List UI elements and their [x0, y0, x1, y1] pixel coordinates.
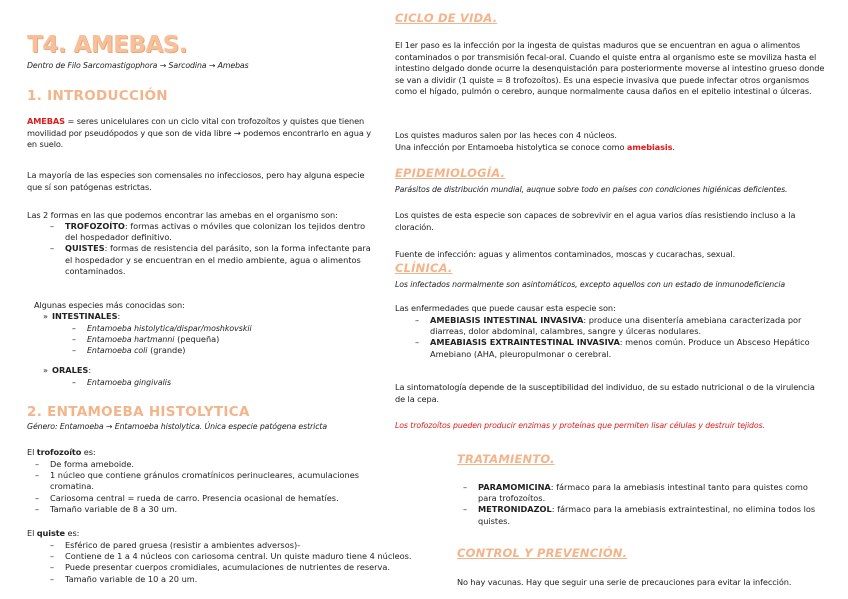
list-item — [430, 315, 820, 337]
species-name: Entamoeba histolytica/dispar/moshkovskii — [87, 324, 252, 333]
clinica-paragraph-1: Las enfermedades que puede causar esta especie son: — [395, 303, 616, 313]
drug-text: : fármaco para la amebiasis extraintestinal, no elimina todos los quistes. — [478, 504, 816, 526]
intro-text: El — [27, 528, 37, 538]
drug-term: PARAMOMICINA — [478, 482, 551, 492]
amebas-term: AMEBAS — [27, 116, 65, 126]
ciclo-paragraph-3 — [395, 142, 827, 154]
orales-label: ORALES — [52, 365, 89, 375]
amebiasis-term: amebiasis — [626, 142, 673, 152]
disease-term: AMEABIASIS EXTRAINTESTINAL INVASIVA — [430, 337, 620, 348]
list-item: » INTESTINALES: — [52, 311, 352, 322]
ciclo-text: Una infección por Entamoeba histolytica se conoce como — [395, 142, 627, 152]
drug-term: METRONIDAZOL — [478, 504, 552, 515]
ciclo-paragraph-2: Los quistes maduros salen por las heces con 4 núcleos. — [395, 130, 617, 140]
list-item — [87, 377, 367, 388]
list-item — [87, 334, 367, 345]
list-item — [478, 482, 823, 504]
intestinales-group — [52, 311, 352, 322]
list-item: – Tamaño variable de 8 a 30 um. — [50, 504, 395, 515]
quiste-list — [65, 540, 440, 585]
epidemiologia-subtitle: Parásitos de distribución mundial, auqnue sobre todo en países con condiciones higiénicas deficientes. — [395, 185, 788, 194]
list-item: – Puede presentar cuerpos cromidiales, acumulaciones de nutrientes de reserva. — [65, 562, 440, 573]
disease-term: AMEBIASIS INTESTINAL INVASIVA — [430, 315, 584, 325]
species-name: Entamoeba coli — [87, 346, 148, 356]
intro-paragraph-2: La mayoría de las especies son comensales no infecciosos, pero hay alguna especie que sí son patógenas estrictas. — [27, 170, 365, 192]
quiste-intro — [27, 528, 79, 540]
form-term: TROFOZOÍTO — [65, 221, 125, 231]
intro-text: es: — [65, 528, 80, 538]
list-item: – De forma ameboide. — [50, 459, 395, 470]
intro-paragraph-1 — [27, 116, 382, 151]
list-item — [65, 221, 375, 243]
form-term: QUISTES — [65, 243, 105, 254]
section-heading-tratamiento: TRATAMIENTO. — [457, 452, 555, 466]
section-heading-ciclo: CICLO DE VIDA. — [395, 11, 498, 25]
intro-paragraph-4: Algunas especies más conocidas son: — [34, 300, 185, 310]
list-item: – 1 núcleo que contiene gránulos cromatínicos perinucleares, acumulaciones cromatina. — [50, 470, 395, 492]
species-note: (pequeña) — [174, 334, 220, 345]
clinica-paragraph-2: La sintomatología depende de la susceptibilidad del individuo, de su estado nutricional o de la virulencia de la cepa. — [395, 382, 815, 404]
intro-paragraph-3: Las 2 formas en las que podemos encontrar las amebas en el organismo son: — [27, 210, 338, 220]
list-item — [87, 345, 367, 356]
ciclo-text: . — [672, 142, 675, 152]
disease-text: : produce una disentería amebiana caracterizada por diarreas, dolor abdominal, calambres, sangre y úlceras nodulares. — [430, 315, 802, 337]
list-item: – Tamaño variable de 10 a 20 um. — [65, 574, 440, 585]
trofozoito-list — [50, 459, 395, 515]
quiste-term: quiste — [36, 528, 66, 538]
list-item — [65, 243, 375, 277]
forms-list — [65, 221, 375, 277]
orales-list — [87, 377, 367, 388]
intro-text: El — [27, 447, 37, 457]
drug-text: : fármaco para la amebiasis intestinal tanto para quistes como para trofozoítos. — [478, 482, 808, 504]
epidemiologia-paragraph-2: Fuente de infección: aguas y alimentos contaminados, moscas y cucarachas, sexual. — [395, 249, 736, 259]
ciclo-paragraph-1: El 1er paso es la infección por la ingesta de quistas maduros que se encuentran en agua o alimentos contaminados o por transmisión fecal-oral. Cuando el quiste entra al organismo este se moviliza hasta el intestino delgado donde ocurre la desenquistación para posteriormente moverse al intestino grueso donde se van a dividir (1 quiste = 8 trofozoítos). Es una especie invasiva que puede infectar otros organismos como el hígado, pulmón o cerebro, aunque normalmente causa daños en el epitelio intestinal o úlceras. — [395, 40, 825, 96]
intro-paragraph-1-text: = seres unicelulares con un ciclo vital con trofozoítos y quistes que tienen movilidad por pseudópodos y que son de vida libre → podemos encontrarlo en agua y en suelo. — [27, 116, 372, 149]
species-note: (grande) — [147, 345, 186, 356]
species-name: Entamoeba hartmanni — [87, 335, 175, 345]
intestinales-label: INTESTINALES — [52, 311, 118, 321]
clinica-subtitle: Los infectados normalmente son asintomáticos, excepto aquellos con un estado de inmunodeficiencia — [395, 280, 786, 289]
trofozoito-term: trofozoíto — [36, 447, 82, 457]
list-item — [430, 337, 820, 359]
form-text: : formas de resistencia del parásito, son la forma infectante para el hospedador y se encuentran en el medio ambiente, agua o alimentos contaminados. — [65, 243, 371, 276]
disease-text: : menos común. Produce un Absceso Hepático Amebiano (AHA, pleuropulmonar o cerebral. — [430, 337, 810, 359]
section-heading-clinica: CLÍNICA. — [395, 261, 453, 275]
section-heading-introduccion: 1. INTRODUCCIÓN — [27, 88, 168, 104]
list-item — [87, 323, 367, 334]
genero-line: Género: Entamoeba → Entamoeba histolytica. Única especie patógena estricta — [27, 422, 328, 431]
document-subtitle: Dentro de Filo Sarcomastigophora → Sarcodina → Amebas — [27, 61, 249, 70]
list-item: – Contiene de 1 a 4 núcleos con cariosoma central. Un quiste maduro tiene 4 núcleos. — [65, 551, 440, 562]
intestinales-list — [87, 323, 367, 357]
section-heading-control: CONTROL Y PREVENCIÓN. — [457, 546, 628, 560]
document-title: T4. AMEBAS. — [27, 32, 187, 58]
list-item — [478, 504, 823, 526]
section-heading-epidemiologia: EPIDEMIOLOGÍA. — [395, 166, 506, 180]
trofozoito-intro — [27, 447, 96, 459]
list-item: – Esférico de pared gruesa (resistir a ambientes adversos)- — [65, 540, 440, 551]
epidemiologia-paragraph-1: Los quistes de esta especie son capaces de sobrevivir en el agua varios días resistiendo incluso a la cloración. — [395, 210, 796, 232]
list-item: » ORALES: — [52, 365, 352, 376]
control-paragraph: No hay vacunas. Hay que seguir una serie de precauciones para evitar la infección. — [457, 577, 792, 587]
list-item: – Cariosoma central = rueda de carro. Presencia ocasional de hematíes. — [50, 493, 395, 504]
form-text: : formas activas o móviles que colonizan los tejidos dentro del hospedador definitivo. — [65, 221, 366, 243]
clinica-list — [430, 315, 820, 360]
tratamiento-list — [478, 482, 823, 527]
orales-group — [52, 365, 352, 376]
intro-text: es: — [81, 447, 96, 457]
species-name: Entamoeba gingivalis — [87, 378, 172, 387]
clinica-red-note: Los trofozoítos pueden producir enzimas y proteínas que permiten lisar células y destruir tejidos. — [395, 421, 765, 430]
section-heading-histolytica: 2. ENTAMOEBA HISTOLYTICA — [27, 404, 250, 420]
